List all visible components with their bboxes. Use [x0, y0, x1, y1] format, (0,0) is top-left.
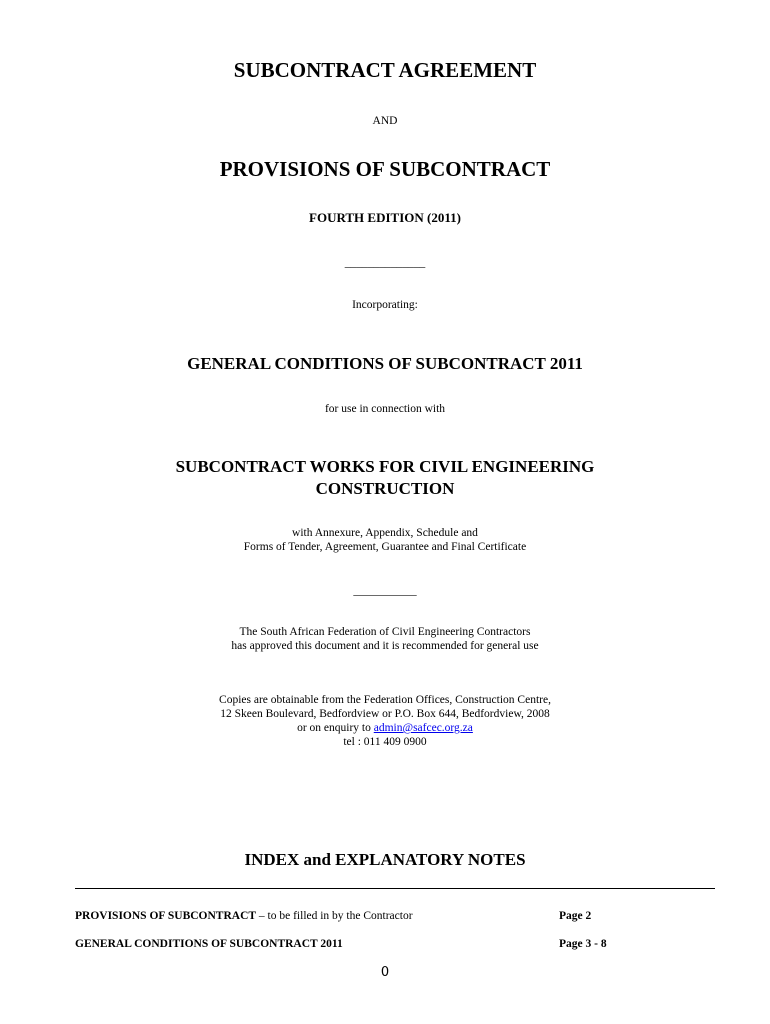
- separator-line-2: ___________: [353, 585, 417, 597]
- federation-line-1: The South African Federation of Civil Engineering Contractors: [239, 626, 531, 638]
- document-title: SUBCONTRACT AGREEMENT: [233, 58, 537, 82]
- copies-line-1: Copies are obtainable from the Federation Offices, Construction Centre,: [219, 694, 551, 706]
- page-number: 0: [380, 965, 390, 980]
- email-link[interactable]: admin@safcec.org.za: [373, 722, 473, 734]
- general-conditions-heading: GENERAL CONDITIONS OF SUBCONTRACT 2011: [187, 354, 583, 373]
- edition-text: FOURTH EDITION (2011): [309, 210, 461, 225]
- annex-line-1: with Annexure, Appendix, Schedule and: [292, 527, 478, 539]
- index-row-label-bold: GENERAL CONDITIONS OF SUBCONTRACT 2011: [75, 938, 343, 950]
- index-row-label-rest: – to be filled in by the Contractor: [256, 910, 413, 922]
- index-row-page: Page 2: [559, 910, 592, 922]
- copies-line-2: 12 Skeen Boulevard, Bedfordview or P.O. Box 644, Bedfordview, 2008: [220, 708, 550, 720]
- index-divider: [75, 888, 715, 889]
- provisions-title: PROVISIONS OF SUBCONTRACT: [219, 157, 551, 181]
- for-use-text: for use in connection with: [324, 403, 446, 415]
- telephone-line: tel : 011 409 0900: [343, 736, 427, 748]
- index-row-page: Page 3 - 8: [559, 938, 607, 950]
- works-heading-line-1: SUBCONTRACT WORKS FOR CIVIL ENGINEERING: [175, 457, 595, 476]
- works-heading-line-2: CONSTRUCTION: [315, 479, 455, 498]
- and-text: AND: [372, 115, 398, 127]
- separator-line-1: ______________: [344, 257, 426, 269]
- enquiry-line: [0, 721, 770, 735]
- index-row-label: [75, 910, 413, 922]
- index-row-label-bold: PROVISIONS OF SUBCONTRACT: [75, 910, 257, 922]
- incorporating-text: Incorporating:: [352, 299, 418, 311]
- federation-line-2: has approved this document and it is recommended for general use: [231, 640, 539, 652]
- index-row-label: [75, 938, 343, 950]
- enquiry-prefix: or on enquiry to: [297, 722, 374, 734]
- annex-line-2: Forms of Tender, Agreement, Guarantee and Final Certificate: [243, 541, 527, 553]
- index-title: INDEX and EXPLANATORY NOTES: [244, 850, 526, 869]
